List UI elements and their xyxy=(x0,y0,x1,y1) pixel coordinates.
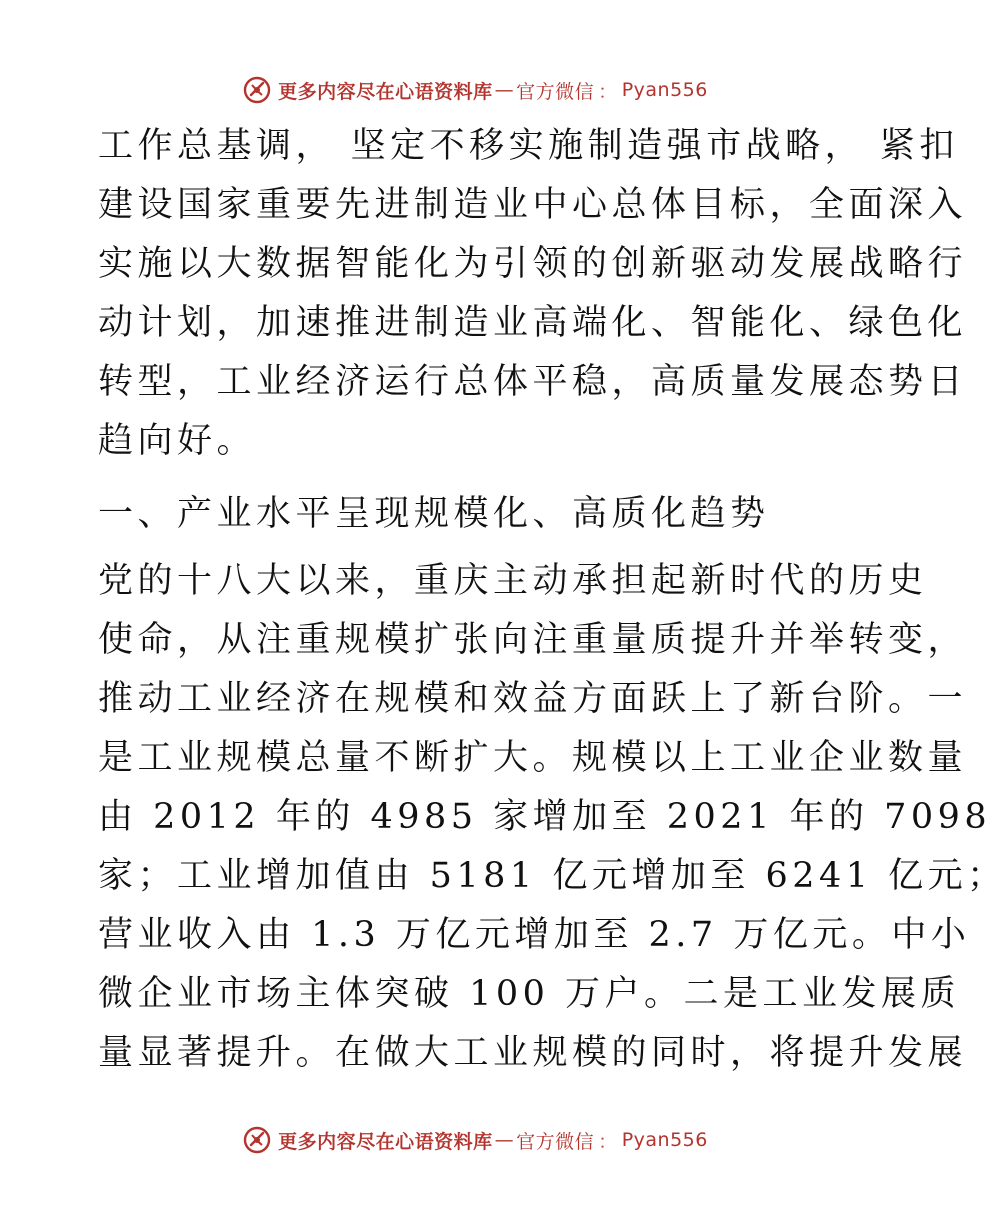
watermark-label: 官方微信 xyxy=(516,1130,595,1153)
document-body xyxy=(98,117,1007,1083)
watermark-dash: — xyxy=(494,79,515,101)
text-line: 动计划，加速推进制造业高端化、智能化、绿色化 xyxy=(98,303,968,343)
section-heading: 一、产业水平呈现规模化、高质化趋势 xyxy=(98,494,770,534)
text-line: 营业收入由 1.3 万亿元增加至 2.7 万亿元。中小 xyxy=(98,915,971,955)
text-line: 是工业规模总量不断扩大。规模以上工业企业数量 xyxy=(98,738,968,778)
watermark-separator: ： xyxy=(598,1130,618,1153)
text-line: 趋向好。 xyxy=(98,421,257,461)
text-line: 由 2012 年的 4985 家增加至 2021 年的 7098 xyxy=(98,797,992,837)
paragraph-1 xyxy=(98,117,968,471)
text-line: 使命，从注重规模扩张向注重量质提升并举转变， xyxy=(98,620,968,660)
watermark-text: 更多内容尽在心语资料库 xyxy=(278,1130,493,1153)
watermark-wechat-id: Pyan556 xyxy=(621,79,708,101)
watermark-dash: — xyxy=(494,1129,515,1151)
paragraph-2 xyxy=(98,552,1007,1083)
watermark-wechat-id: Pyan556 xyxy=(621,1129,708,1151)
text-line: 党的十八大以来，重庆主动承担起新时代的历史 xyxy=(98,561,928,601)
text-line: 建设国家重要先进制造业中心总体目标，全面深入 xyxy=(98,185,968,225)
watermark-label: 官方微信 xyxy=(516,80,595,103)
watermark-separator: ： xyxy=(598,80,618,103)
text-line: 量显著提升。在做大工业规模的同时，将提升发展 xyxy=(98,1033,968,1073)
text-line: 转型，工业经济运行总体平稳，高质量发展态势日 xyxy=(98,362,968,402)
text-line: 实施以大数据智能化为引领的创新驱动发展战略行 xyxy=(98,244,968,284)
header-watermark xyxy=(0,70,950,110)
footer-watermark xyxy=(0,1120,950,1160)
text-line: 工作总基调， 坚定不移实施制造强市战略， 紧扣 xyxy=(98,126,959,166)
logo-icon xyxy=(242,1125,272,1155)
logo-icon xyxy=(242,75,272,105)
text-line: 微企业市场主体突破 100 万户。二是工业发展质 xyxy=(98,974,961,1014)
watermark-text: 更多内容尽在心语资料库 xyxy=(278,80,493,103)
text-line: 推动工业经济在规模和效益方面跃上了新台阶。一 xyxy=(98,679,968,719)
text-line: 家；工业增加值由 5181 亿元增加至 6241 亿元； xyxy=(98,856,1007,896)
